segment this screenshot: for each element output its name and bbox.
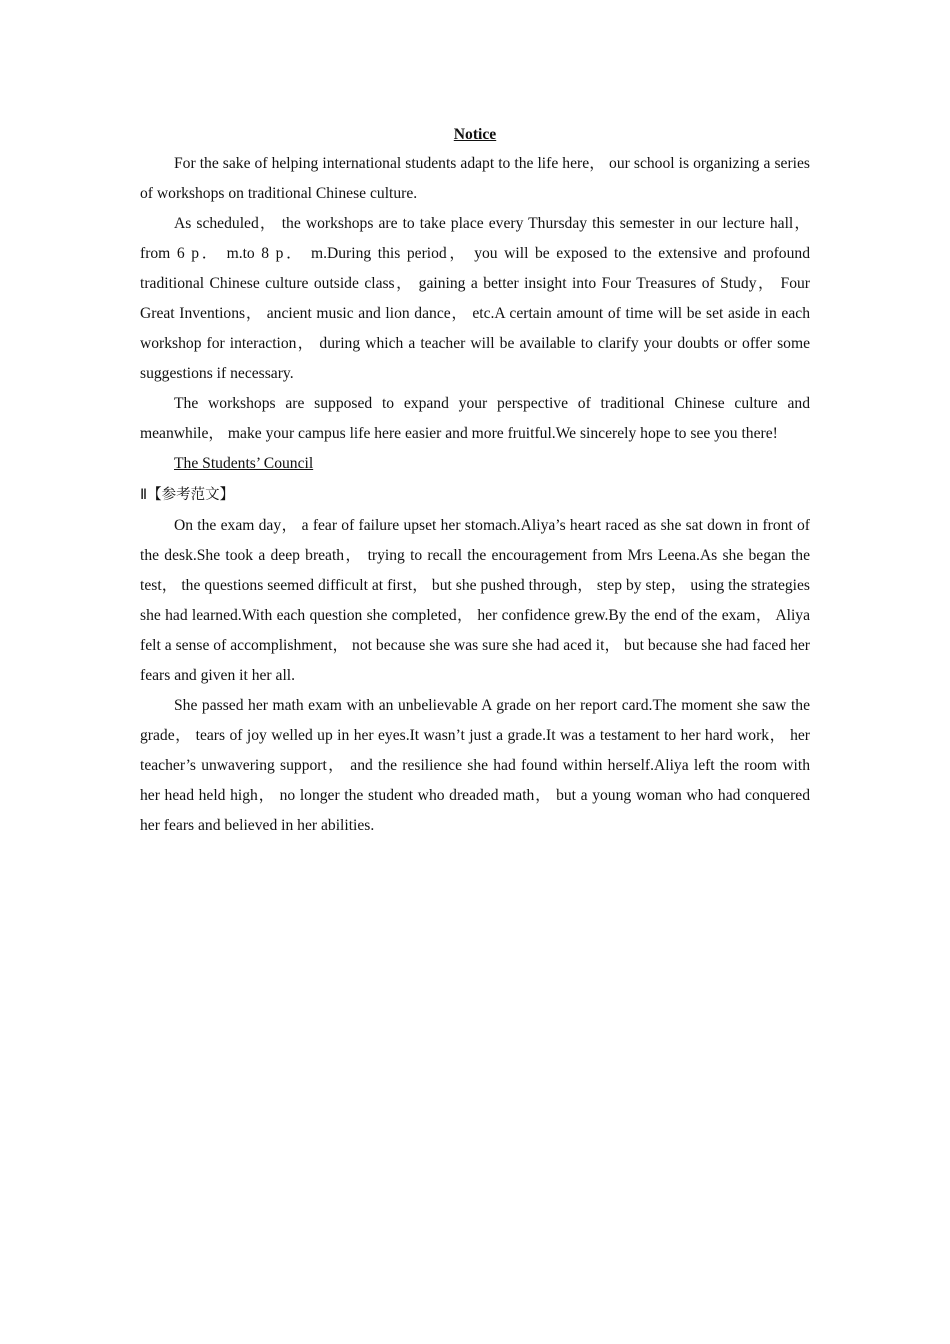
notice-paragraph: For the sake of helping international students adapt to the life here， our school is organizing a series of workshops on traditional Chinese culture. xyxy=(140,155,810,202)
notice-paragraph: As scheduled， the workshops are to take place every Thursday this semester in our lecture hall， from 6 p． m.to 8 p． m.During this period， you will be exposed to the extensive and profound traditional Chinese culture outside class， gaining a better insight into Four Treasures of Study， Four Great Inventions， ancient music and lion dance， etc.A certain amount of time will be set aside in each workshop for interaction， during which a teacher will be available to clarify your doubts or offer some suggestions if necessary. xyxy=(140,215,810,382)
notice-signature: The Students’ Council xyxy=(174,455,314,472)
notice-signature-line xyxy=(140,449,810,479)
notice-paragraph: The workshops are supposed to expand your perspective of traditional Chinese culture and meanwhile， make your campus life here easier and more fruitful.We sincerely hope to see you there! xyxy=(140,395,810,442)
essay-paragraph: She passed her math exam with an unbelievable A grade on her report card.The moment she saw the grade， tears of joy welled up in her eyes.It wasn’t just a grade.It was a testament to her hard work， her teacher’s unwavering support， and the resilience she had found within herself.Aliya left the room with her head held high， no longer the student who dreaded math， but a young woman who had conquered her fears and believed in her abilities. xyxy=(140,697,810,834)
section-heading: Ⅱ【参考范文】 xyxy=(140,487,235,503)
notice-title: Notice xyxy=(453,126,497,143)
essay-paragraph: On the exam day， a fear of failure upset her stomach.Aliya’s heart raced as she sat down in front of the desk.She took a deep breath， trying to recall the encouragement from Mrs Leena.As she began the test， the questions seemed difficult at first， but she pushed through， step by step， using the strategies she had learned.With each question she completed， her confidence grew.By the end of the exam， Aliya felt a sense of accomplishment， not because she was sure she had aced it， but because she had faced her fears and given it her all. xyxy=(140,517,810,684)
document-page xyxy=(140,121,810,841)
